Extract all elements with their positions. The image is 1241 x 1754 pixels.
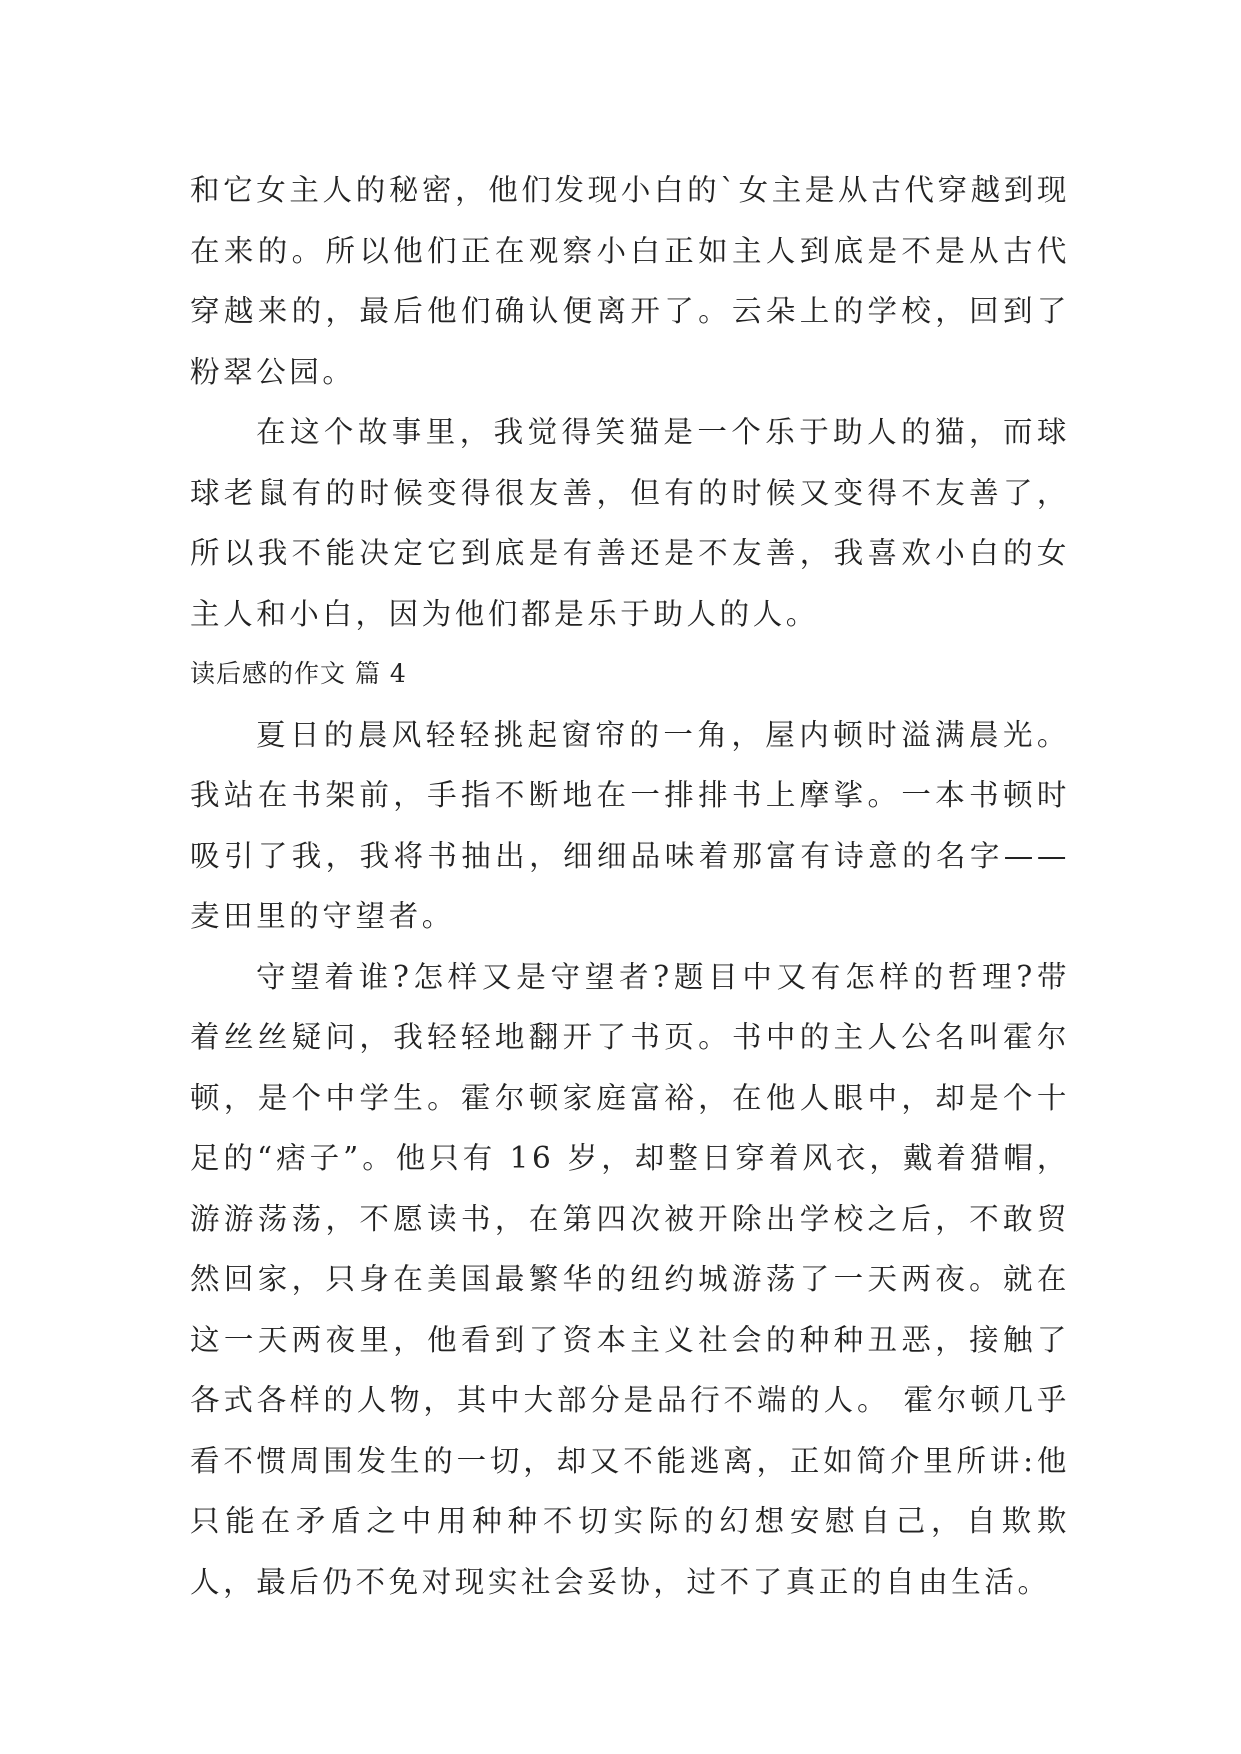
document-body [190, 160, 1070, 1612]
paragraph-holden-summary: 守望着谁?怎样又是守望者?题目中又有怎样的哲理?带着丝丝疑问，我轻轻地翻开了书页。书中的主人公名叫霍尔顿，是个中学生。霍尔顿家庭富裕，在他人眼中，却是个十足的“痞子”。他只有 16 岁，却整日穿着风衣，戴着猎帽，游游荡荡，不愿读书，在第四次被开除出学校之后，不敢贸然回家，只身在美国最繁华的纽约城游荡了一天两夜。就在这一天两夜里，他看到了资本主义社会的种种丑恶，接触了各式各样的人物，其中大部分是品行不端的人。 霍尔顿几乎看不惯周围发生的一切，却又不能逃离，正如简介里所讲:他只能在矛盾之中用种种不切实际的幻想安慰自己，自欺欺人，最后仍不免对现实社会妥协，过不了真正的自由生活。 [190, 959, 1070, 1599]
paragraph-story-ending: 和它女主人的秘密，他们发现小白的`女主是从古代穿越到现在来的。所以他们正在观察小白正如主人到底是不是从古代穿越来的，最后他们确认便离开了。云朵上的学校，回到了粉翠公园。 [190, 173, 1070, 389]
paragraph-morning-bookshelf: 夏日的晨风轻轻挑起窗帘的一角，屋内顿时溢满晨光。我站在书架前，手指不断地在一排排书上摩挲。一本书顿时吸引了我，我将书抽出，细细品味着那富有诗意的名字——麦田里的守望者。 [190, 717, 1070, 933]
section-heading: 读后感的作文 篇 4 [190, 659, 407, 688]
paragraph-reflection: 在这个故事里，我觉得笑猫是一个乐于助人的猫，而球球老鼠有的时候变得很友善，但有的时候又变得不友善了，所以我不能决定它到底是有善还是不友善，我喜欢小白的女主人和小白，因为他们都是乐于助人的人。 [190, 415, 1070, 631]
